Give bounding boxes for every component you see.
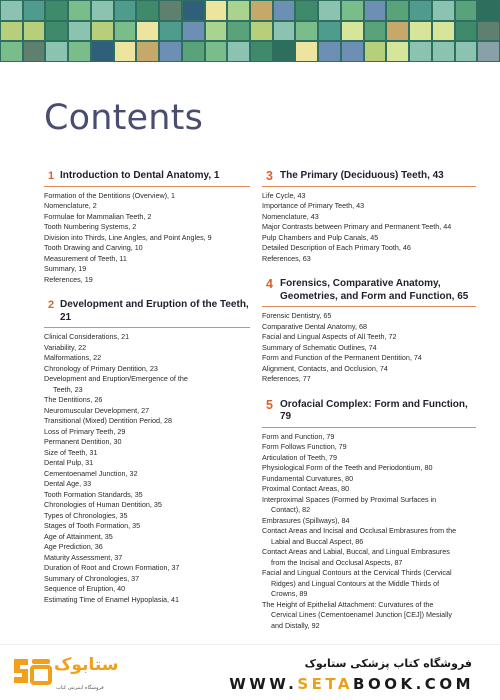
toc-entry[interactable]: Clinical Considerations, 21 xyxy=(44,332,130,341)
toc-entry[interactable]: Estimating Time of Enamel Hypoplasia, 41 xyxy=(44,594,180,604)
chapter-heading[interactable] xyxy=(44,299,250,328)
chapter-section xyxy=(262,278,476,385)
toc-entry[interactable]: Comparative Dental Anatomy, 68 xyxy=(262,321,367,331)
mosaic-tile xyxy=(410,42,431,61)
chapter-section xyxy=(262,399,476,632)
mosaic-tile xyxy=(478,42,499,61)
toc-entry[interactable]: Pulp Chambers and Pulp Canals, 45 xyxy=(262,232,379,242)
mosaic-tile xyxy=(274,1,295,20)
toc-entry[interactable]: Detailed Description of Each Primary Tooth, 46 xyxy=(262,243,411,252)
mosaic-tile xyxy=(342,22,363,41)
toc-entry[interactable]: References, 63 xyxy=(262,253,311,263)
toc-entry[interactable]: from the Incisal and Occlusal Aspects, 87 xyxy=(271,557,403,567)
toc-entry[interactable]: References, 77 xyxy=(262,374,311,383)
mosaic-tile xyxy=(160,1,181,20)
chapter-title: Development and Eruption of the Teeth, 21 xyxy=(60,299,249,323)
mosaic-tile xyxy=(115,22,136,41)
mosaic-tile xyxy=(46,22,67,41)
chapter-title: Introduction to Dental Anatomy, 1 xyxy=(60,170,220,181)
toc-entry[interactable]: Fundamental Curvatures, 80 xyxy=(262,473,354,483)
toc-entry[interactable]: Division into Thirds, Line Angles, and Point Angles, 9 xyxy=(44,232,212,242)
mosaic-tile xyxy=(92,1,113,20)
toc-entry[interactable]: Importance of Primary Teeth, 43 xyxy=(262,201,365,210)
toc-entry[interactable]: Tooth Drawing and Carving, 10 xyxy=(44,243,143,252)
mosaic-tile xyxy=(296,42,317,61)
toc-entry[interactable]: The Dentitions, 26 xyxy=(44,395,103,404)
mosaic-tile xyxy=(342,42,363,61)
toc-entry[interactable]: Chronology of Primary Dentition, 23 xyxy=(44,363,158,373)
mosaic-tile xyxy=(206,22,227,41)
mosaic-tile xyxy=(92,22,113,41)
toc-entry[interactable]: Alignment, Contacts, and Occlusion, 74 xyxy=(262,363,388,373)
mosaic-tile xyxy=(433,1,454,20)
toc-entry[interactable]: The Height of Epithelial Attachment: Curvatures of the xyxy=(262,599,434,609)
toc-entry[interactable]: Embrasures (Spillways), 84 xyxy=(262,515,350,525)
mosaic-tile xyxy=(319,22,340,41)
mosaic-tile xyxy=(274,22,295,41)
mosaic-tile xyxy=(160,42,181,61)
toc-entry[interactable]: Cementoenamel Junction, 32 xyxy=(44,468,138,478)
mosaic-tile xyxy=(46,42,67,61)
toc-entry[interactable]: Loss of Primary Teeth, 29 xyxy=(44,426,126,436)
mosaic-tile xyxy=(478,22,499,41)
chapter-section xyxy=(44,170,250,285)
chapter-number: 4 xyxy=(266,277,273,291)
toc-entry[interactable]: Size of Teeth, 31 xyxy=(44,447,98,457)
toc-entry[interactable]: Dental Age, 33 xyxy=(44,479,92,488)
toc-entry[interactable]: Proximal Contact Areas, 80 xyxy=(262,484,350,493)
toc-entry[interactable]: Ridges) and Lingual Contours at the Middle Thirds of xyxy=(271,578,440,588)
toc-entry[interactable]: Tooth Numbering Systems, 2 xyxy=(44,222,137,231)
mosaic-tile xyxy=(319,1,340,20)
mosaic-tile xyxy=(365,42,386,61)
mosaic-tile xyxy=(365,22,386,41)
toc-entry[interactable]: Age Prediction, 36 xyxy=(44,542,103,551)
toc-entry[interactable]: Contact Areas and Incisal and Occlusal Embrasures from the xyxy=(262,526,457,535)
toc-entry[interactable]: Dental Pulp, 31 xyxy=(44,458,94,467)
mosaic-tile xyxy=(365,1,386,20)
mosaic-tile xyxy=(387,42,408,61)
toc-entry[interactable]: Summary of Schematic Outlines, 74 xyxy=(262,342,377,352)
mosaic-tile xyxy=(274,42,295,61)
chapter-heading[interactable] xyxy=(44,170,250,187)
url-suffix: BOOK.COM xyxy=(353,675,474,693)
toc-entry[interactable]: Variability, 22 xyxy=(44,342,87,352)
header-mosaic-image xyxy=(0,0,500,62)
mosaic-tile xyxy=(251,42,272,61)
toc-entry[interactable]: Measurement of Teeth, 11 xyxy=(44,253,127,263)
toc-entry[interactable]: Permanent Dentition, 30 xyxy=(44,437,122,446)
mosaic-tile xyxy=(137,1,158,20)
toc-entry[interactable]: Nomenclature, 2 xyxy=(44,201,97,210)
shop-url-link[interactable] xyxy=(229,675,474,693)
toc-entry[interactable]: Articulation of Teeth, 79 xyxy=(262,452,337,462)
mosaic-tile xyxy=(433,22,454,41)
toc-entry[interactable]: Physiological Form of the Teeth and Periodontium, 80 xyxy=(262,463,433,472)
mosaic-tile xyxy=(387,1,408,20)
chapter-number: 2 xyxy=(48,299,55,311)
mosaic-tile xyxy=(69,22,90,41)
mosaic-tile xyxy=(206,42,227,61)
chapter-title: Forensics, Comparative Anatomy, Geometries, and Form and Function, 65 xyxy=(280,278,469,302)
mosaic-tile xyxy=(410,22,431,41)
chapter-heading[interactable] xyxy=(262,399,476,428)
mosaic-tile xyxy=(433,42,454,61)
toc-entry[interactable]: Labial and Buccal Aspect, 86 xyxy=(271,536,364,546)
toc-entry[interactable]: Development and Eruption/Emergence of the xyxy=(44,374,188,383)
setabook-logo xyxy=(10,651,119,695)
toc-entry[interactable]: Nomenclature, 43 xyxy=(262,211,319,221)
chapter-number: 5 xyxy=(266,397,273,412)
toc-entry[interactable]: Chronologies of Human Dentition, 35 xyxy=(44,500,162,509)
mosaic-tile xyxy=(160,22,181,41)
mosaic-tile xyxy=(46,1,67,20)
mosaic-tile xyxy=(115,42,136,61)
mosaic-tile xyxy=(69,42,90,61)
toc-entry[interactable]: Sequence of Eruption, 40 xyxy=(44,584,126,593)
mosaic-tile xyxy=(24,42,45,61)
toc-entry[interactable]: Major Contrasts between Primary and Permanent Teeth, 44 xyxy=(262,222,452,231)
toc-entry[interactable]: Formulae for Mammalian Teeth, 2 xyxy=(44,211,152,221)
toc-entry[interactable]: Cervical Lines (Cementoenamel Junction [CEJ]) Mesially xyxy=(271,610,452,619)
shop-name: فروشگاه کتاب پزشکی ستابوک xyxy=(304,657,472,670)
toc-right-column xyxy=(262,170,476,645)
mosaic-tile xyxy=(456,42,477,61)
mosaic-tile xyxy=(478,1,499,20)
toc-entry[interactable]: Formation of the Dentitions (Overview), 1 xyxy=(44,190,176,200)
mosaic-tile xyxy=(24,22,45,41)
toc-entry[interactable]: Teeth, 23 xyxy=(53,384,83,394)
mosaic-tile xyxy=(69,1,90,20)
toc-entry[interactable]: Form and Function, 79 xyxy=(262,431,335,441)
mosaic-tile xyxy=(92,42,113,61)
chapter-heading[interactable] xyxy=(262,278,476,307)
mosaic-tile xyxy=(183,42,204,61)
toc-entry[interactable]: Transitional (Mixed) Dentition Period, 28 xyxy=(44,416,172,425)
mosaic-tile xyxy=(228,1,249,20)
toc-entry[interactable]: Types of Chronologies, 35 xyxy=(44,510,128,520)
mosaic-tile xyxy=(387,22,408,41)
toc-entry[interactable]: Contact Areas and Labial, Buccal, and Lingual Embrasures xyxy=(262,547,450,556)
mosaic-tile xyxy=(1,42,22,61)
mosaic-tile xyxy=(228,22,249,41)
mosaic-tile xyxy=(296,1,317,20)
mosaic-tile xyxy=(342,1,363,20)
toc-entry[interactable]: Neuromuscular Development, 27 xyxy=(44,405,150,415)
chapter-number: 1 xyxy=(48,170,55,182)
mosaic-tile xyxy=(183,1,204,20)
mosaic-tile xyxy=(319,42,340,61)
toc-entry[interactable]: Summary, 19 xyxy=(44,264,87,273)
mosaic-tile xyxy=(251,1,272,20)
mosaic-tile xyxy=(183,22,204,41)
toc-left-column xyxy=(44,170,250,619)
store-banner xyxy=(0,644,500,700)
mosaic-tile xyxy=(137,42,158,61)
toc-entry[interactable]: Form Follows Function, 79 xyxy=(262,442,347,451)
toc-entry[interactable]: Duration of Root and Crown Formation, 37 xyxy=(44,563,180,572)
chapter-section xyxy=(44,299,250,605)
toc-entry[interactable]: Summary of Chronologies, 37 xyxy=(44,573,140,583)
mosaic-tile xyxy=(1,22,22,41)
mosaic-tile xyxy=(296,22,317,41)
mosaic-tile xyxy=(206,1,227,20)
chapter-section xyxy=(262,170,476,264)
toc-entry[interactable]: References, 19 xyxy=(44,274,93,284)
mosaic-tile xyxy=(456,22,477,41)
chapter-title: The Primary (Deciduous) Teeth, 43 xyxy=(280,170,444,181)
mosaic-tile xyxy=(228,42,249,61)
mosaic-tile xyxy=(410,1,431,20)
mosaic-tile xyxy=(115,1,136,20)
logo-text: ستابوک xyxy=(54,655,119,675)
mosaic-tile xyxy=(137,22,158,41)
toc-entry[interactable]: Facial and Lingual Aspects of All Teeth, 72 xyxy=(262,332,397,341)
toc-entry[interactable]: Forensic Dentistry, 65 xyxy=(262,311,332,320)
toc-entry[interactable]: Form and Function of the Permanent Dentition, 74 xyxy=(262,353,422,362)
mosaic-tile xyxy=(1,1,22,20)
toc-entry[interactable]: Interproximal Spaces (Formed by Proximal Surfaces in xyxy=(262,494,437,504)
toc-entry[interactable]: and Distally, 92 xyxy=(271,620,320,630)
toc-entry[interactable]: Age of Attainment, 35 xyxy=(44,531,113,541)
toc-entry[interactable]: Contact), 82 xyxy=(271,505,311,514)
mosaic-tile xyxy=(251,22,272,41)
url-highlight: SETA xyxy=(297,675,354,693)
chapter-heading[interactable] xyxy=(262,170,476,187)
toc-entry[interactable]: Tooth Formation Standards, 35 xyxy=(44,489,143,499)
toc-entry[interactable]: Malformations, 22 xyxy=(44,353,102,362)
chapter-title: Orofacial Complex: Form and Function, 79 xyxy=(280,398,468,422)
toc-entry[interactable]: Stages of Tooth Formation, 35 xyxy=(44,521,141,530)
toc-entry[interactable]: Life Cycle, 43 xyxy=(262,190,306,200)
logo-tagline: فروشگاه اینترنتی کتاب xyxy=(56,685,104,691)
url-prefix: WWW. xyxy=(229,675,298,693)
page-title: Contents xyxy=(44,98,204,138)
toc-entry[interactable]: Crowns, 89 xyxy=(271,589,308,598)
mosaic-tile xyxy=(456,1,477,20)
toc-entry[interactable]: Facial and Lingual Contours at the Cervical Thirds (Cervical xyxy=(262,568,452,577)
chapter-number: 3 xyxy=(266,169,273,183)
mosaic-tile xyxy=(24,1,45,20)
toc-entry[interactable]: Maturity Assessment, 37 xyxy=(44,552,123,562)
